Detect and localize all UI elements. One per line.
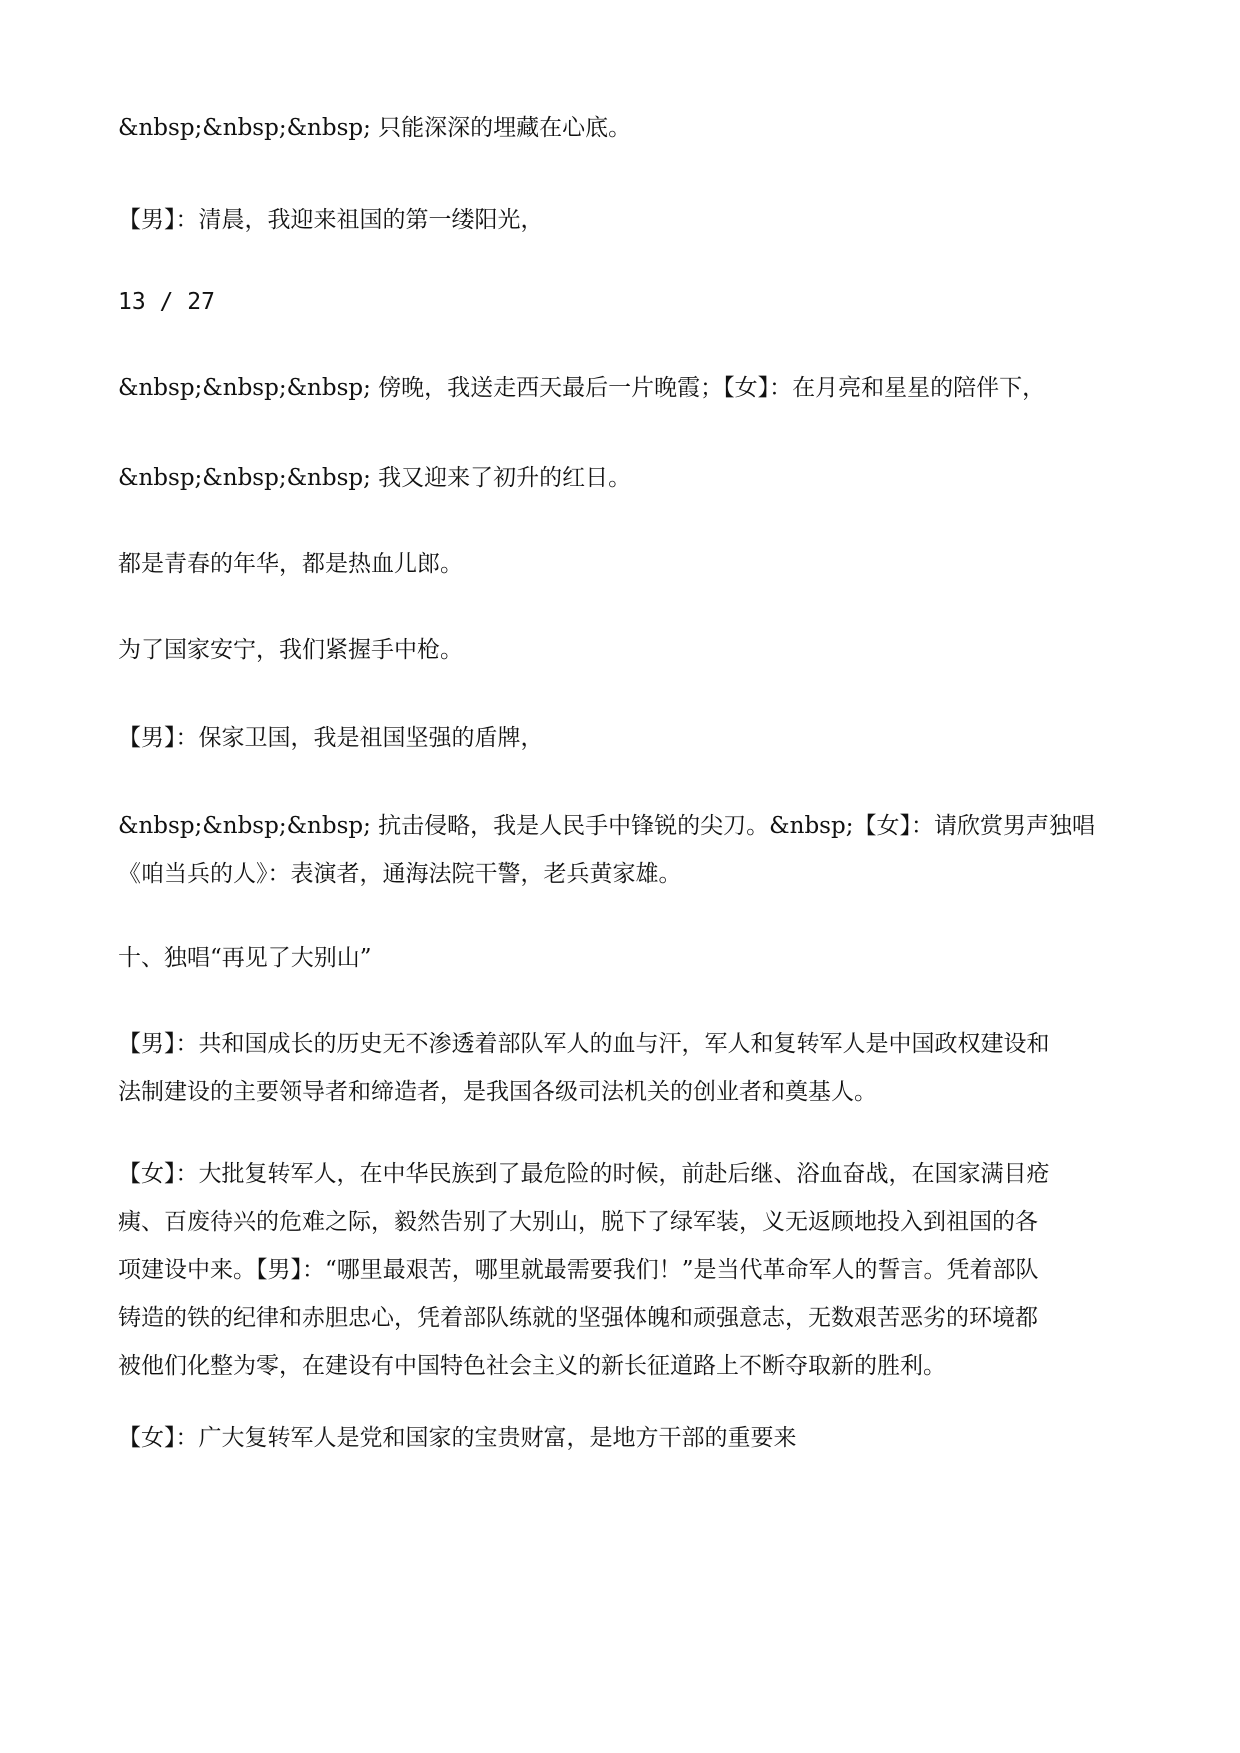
paragraph-line: 【男】：共和国成长的历史无不渗透着部队军人的血与汗，军人和复转军人是中国政权建设和 <box>118 1031 1050 1057</box>
paragraph-line: &nbsp;&nbsp;&nbsp; 抗击侵略，我是人民手中锋锐的尖刀。&nbsp;【女】：请欣赏男声独唱 <box>118 813 1095 839</box>
text-line: &nbsp;&nbsp;&nbsp; 只能深深的埋藏在心底。 <box>118 115 632 141</box>
text-line: &nbsp;&nbsp;&nbsp; 傍晚，我送走西天最后一片晚霞；【女】：在月亮和星星的陪伴下， <box>118 375 1046 401</box>
paragraph-line: 【女】：大批复转军人，在中华民族到了最危险的时候，前赴后继、浴血奋战，在国家满目疮 <box>118 1161 1050 1187</box>
paragraph <box>118 1150 1128 1390</box>
paragraph-line: 《咱当兵的人》：表演者，通海法院干警，老兵黄家雄。 <box>118 861 682 887</box>
text-line: 为了国家安宁，我们紧握手中枪。 <box>118 637 463 663</box>
paragraph-line: 法制建设的主要领导者和缔造者，是我国各级司法机关的创业者和奠基人。 <box>118 1079 877 1105</box>
text-line: 【女】：广大复转军人是党和国家的宝贵财富，是地方干部的重要来 <box>118 1425 797 1451</box>
paragraph <box>118 1020 1128 1116</box>
paragraph-line: 被他们化整为零，在建设有中国特色社会主义的新长征道路上不断夺取新的胜利。 <box>118 1353 946 1379</box>
text-line: 【男】：保家卫国，我是祖国坚强的盾牌， <box>118 725 544 751</box>
text-line: 【男】：清晨，我迎来祖国的第一缕阳光， <box>118 207 544 233</box>
text-line: 都是青春的年华，都是热血儿郎。 <box>118 551 463 577</box>
text-line: &nbsp;&nbsp;&nbsp; 我又迎来了初升的红日。 <box>118 465 632 491</box>
section-title: 十、独唱“再见了大别山” <box>118 945 372 971</box>
paragraph-line: 项建设中来。【男】：“哪里最艰苦，哪里就最需要我们！”是当代革命军人的誓言。凭着部队 <box>118 1257 1039 1283</box>
page-number: 13 / 27 <box>118 289 215 315</box>
paragraph <box>118 802 1128 898</box>
paragraph-line: 痍、百废待兴的危难之际，毅然告别了大别山，脱下了绿军装，义无返顾地投入到祖国的各 <box>118 1209 1038 1235</box>
paragraph-line: 铸造的铁的纪律和赤胆忠心，凭着部队练就的坚强体魄和顽强意志，无数艰苦恶劣的环境都 <box>118 1305 1038 1331</box>
